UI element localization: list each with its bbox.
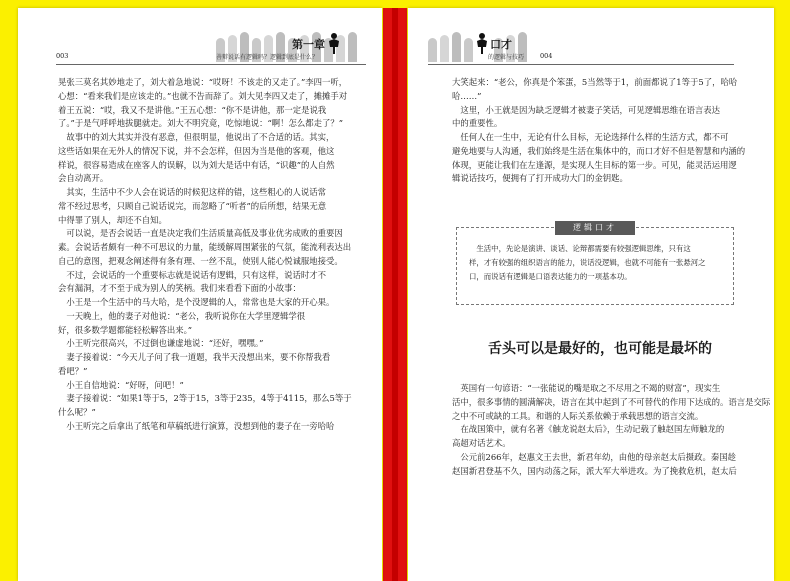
page-number: 004 [540,52,553,60]
callout-text [469,242,706,284]
right-body-text-top [452,76,745,186]
chapter-subtitle: 的逻辑与技巧 [488,54,525,61]
book-spine [383,8,407,581]
text-line: 避免地要与人沟通，我们始终是生活在集体中的，而口才好不但是智慧和内涵的 [452,145,746,156]
chapter-subtitle: 善辩说话有逻辑吗？逻辑到底是什么？ [216,54,319,61]
callout-line: 口，而说话有逻辑是口语表达能力的一项基本功。 [469,272,632,281]
text-line: 素。会说话者颇有一种不可思议的力量，能缓解周围紧张的气氛，能流利表达出 [58,242,352,252]
text-line: 妻子接着说：“如果1等于5，2等于15，3等于235，4等于4115，那么5等于 [66,393,352,404]
right-page [408,8,774,581]
text-line: 小王听完很高兴，不过倒也谦虚地说：“还好，嘿嘿。” [66,338,264,349]
text-line: 中得罪了别人，却还不自知。 [58,214,167,225]
text-line: 会自动离开。 [58,173,109,184]
text-line: 赵国新君登基不久，国内动荡之际，派大军大举进攻。为了挽救危机，赵太后 [452,465,737,476]
text-line: 高超对话艺术。 [452,438,511,448]
text-line: 样说，很容易造成在座客人的误解，以为刘大是话中有话，“识趣”的人自然 [58,159,335,170]
text-line: 常不经过思考，只顾自己说话说完，而忽略了“听者”的后所想，结果无意 [58,200,327,211]
text-line: 其实，生活中不少人会在说话的时候犯这样的错，这些粗心的人说话常 [66,187,327,197]
chapter-title: 第一章 [292,38,325,51]
text-line: 着王五说：“哎，我又不是讲他。”王五心想：“你不是讲他，那一定是说我 [58,104,327,115]
text-line: 大笑起来：“老公，你真是个笨蛋，5当然等于1，前面都说了1等于5了，哈哈 [452,77,738,87]
section-title: 舌头可以是最好的，也可能是最坏的 [488,341,712,357]
left-page-header [56,28,366,68]
text-line: 小王是一个生活中的马大哈，是个没逻辑的人，常常也是大家的开心果。 [66,297,335,307]
text-line: 任何人在一生中，无论有什么目标，无论选择什么样的生活方式，都不可 [460,132,729,142]
text-line: 妻子接着说：“今天儿子问了我一道题，我半天没想出来，要不你帮我看 [66,352,331,362]
page-number: 003 [56,52,69,60]
right-page-header [428,28,734,68]
crowd-silhouette-icon [428,28,473,62]
chapter-title: 口才 [490,38,512,51]
text-line: 活中，很多事情的圆满解决，语言在其中起到了不可替代的作用下达成的。语言是交际 [452,396,771,407]
text-line: 好，很多数学题都能轻松解答出来。” [58,324,193,335]
callout-line: 样，才有较强的组织语言的能力，说话没逻辑，也就不可能有一张悬河之 [469,258,706,267]
text-line: 这里，小王就是因为缺乏逻辑才被妻子笑话，可见逻辑思维在语言表达 [460,104,721,115]
text-line: 之中不可或缺的工具。和谐的人际关系依赖于承载思想的语言交流。 [452,410,704,421]
left-body-text [58,76,352,434]
text-line: 会有漏洞，才不至于成为别人的笑柄。我们来看看下面的小故事： [58,283,301,294]
text-line: 公元前266年，赵惠文王去世，新君年幼，由他的母亲赵太后摄政。秦国趁 [460,451,736,462]
text-line: 心想：“看来我们是应该走的。”也就不告而辞了。刘大见李四又走了，摊摊手对 [58,90,348,101]
text-line: 哈……” [452,90,482,101]
text-line: 什么呢？” [58,407,96,417]
text-line: 可以说，是否会说话一直是决定我们生活质量高低及事业优劣成败的重要因 [66,228,343,239]
callout-box [456,223,734,305]
text-line: 在战国策中，就有名著《触龙说赵太后》，生动记载了触赵国左师触龙的 [460,424,725,435]
text-line: 这些话如果在无外人的情况下说，并不会怎样，但因为当是他的客观，他这 [58,145,335,156]
text-line: 自己的意图，把观念阐述得有条有理、一丝不乱，使别人能心悦诚服地接受。 [58,255,343,266]
text-line: 看吧？” [58,365,88,376]
text-line: 一天晚上，他的妻子对他说：“老公，我听说你在大学里逻辑学很 [66,310,306,321]
text-line: 小王听完之后拿出了纸笔和草稿纸进行演算，没想到他的妻子在一旁哈哈 [66,420,335,431]
callout-title: 逻辑口才 [555,221,635,235]
right-body-text-bottom [452,382,770,478]
header-rule [56,64,366,65]
header-rule [428,64,734,65]
text-line: 故事中的刘大其实并没有恶意，但很明显，他说出了不合适的话。其实， [66,132,335,142]
text-line: 晃张三莫名其妙地走了，刘大着急地说：“哎呀！不该走的又走了。”李四一听， [58,77,348,87]
text-line: 中的重要性。 [452,118,503,129]
left-page [18,8,382,581]
text-line: 英国有一句谚语：“一张能说的嘴是取之不尽用之不竭的财富”，现实生 [460,383,721,393]
text-line: 辑说话技巧，便拥有了打开成功大门的金钥匙。 [452,173,628,184]
text-line: 小王自信地说：“好呀，问吧！” [66,379,184,390]
text-line: 了。”于是气呼呼地拔腿就走。刘大不明究竟，吃惊地说：“啊！怎么都走了？” [58,118,344,129]
text-line: 体现，更能让我们在左逢源，是实现人生目标的第一步。可见，能灵活运用逻 [452,159,737,170]
text-line: 不过，会说话的一个重要标志就是说话有逻辑，只有这样，说话时才不 [66,269,327,280]
callout-line: 生活中，先论是演讲、谈话、论辩都需要有较强逻辑思维，只有这 [476,244,691,253]
speaker-figure-icon [326,32,342,54]
speaker-figure-icon [474,32,490,54]
